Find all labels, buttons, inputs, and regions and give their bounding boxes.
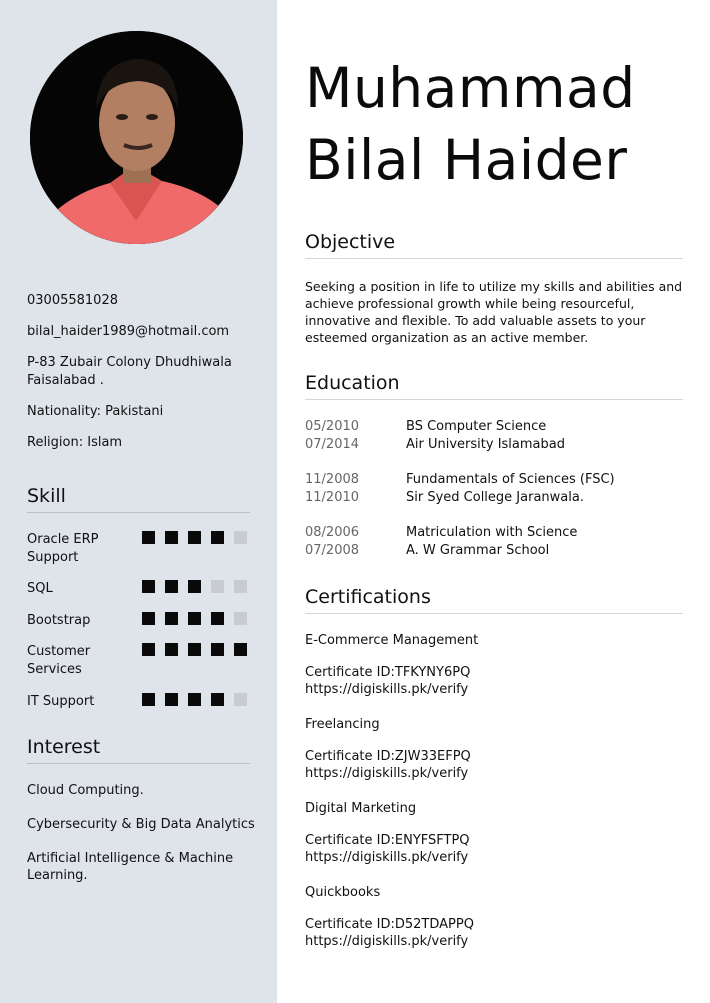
education-school: Sir Syed College Jaranwala. (406, 490, 584, 505)
skill-name: SQL (27, 581, 53, 596)
skill-item (27, 693, 257, 711)
education-end: 11/2010 (305, 490, 360, 505)
skill-level (142, 643, 247, 656)
skill-dot-filled (142, 693, 155, 706)
education-school: Air University Islamabad (406, 437, 565, 452)
skill-dot-empty (234, 580, 247, 593)
education-end: 07/2008 (305, 543, 360, 558)
certificate-url: https://digiskills.pk/verify (305, 766, 469, 781)
certificate-id: Certificate ID:D52TDAPPQ (305, 917, 474, 932)
certification-details (305, 832, 470, 866)
interest-heading: Interest (27, 736, 250, 764)
certificate-id: Certificate ID:ENYFSFTPQ (305, 833, 470, 848)
interest-item: Cloud Computing. (27, 783, 144, 798)
skill-name: Bootstrap (27, 613, 91, 628)
interest-item: Cybersecurity & Big Data Analytics (27, 817, 255, 832)
skill-dot-filled (188, 580, 201, 593)
education-school: A. W Grammar School (406, 543, 550, 558)
certification-title: Freelancing (305, 717, 380, 732)
address-line-2: Faisalabad . (27, 373, 104, 388)
skill-dot-filled (165, 612, 178, 625)
nationality: Nationality: Pakistani (27, 404, 164, 419)
certification-title: Quickbooks (305, 885, 381, 900)
certification-details (305, 664, 470, 698)
certification-details (305, 748, 471, 782)
skill-dot-empty (234, 612, 247, 625)
contact-info (27, 292, 257, 465)
full-name (305, 52, 636, 196)
skill-name: Customer Services (27, 644, 91, 677)
certificate-url: https://digiskills.pk/verify (305, 850, 469, 865)
skill-item (27, 643, 257, 679)
education-start: 08/2006 (305, 525, 360, 540)
skill-level (142, 580, 247, 593)
skill-dot-empty (211, 580, 224, 593)
skill-dot-filled (211, 643, 224, 656)
certificate-id: Certificate ID:ZJW33EFPQ (305, 749, 471, 764)
skill-dot-empty (234, 693, 247, 706)
skill-level (142, 612, 247, 625)
education-title: Matriculation with Science (406, 525, 578, 540)
certifications-heading: Certifications (305, 586, 683, 614)
certification-title: E-Commerce Management (305, 633, 479, 648)
skill-dot-filled (234, 643, 247, 656)
skill-dot-filled (188, 693, 201, 706)
education-end: 07/2014 (305, 437, 360, 452)
education-title: Fundamentals of Sciences (FSC) (406, 472, 615, 487)
skill-dot-filled (142, 643, 155, 656)
education-dates (305, 471, 395, 507)
certificate-url: https://digiskills.pk/verify (305, 682, 469, 697)
certificate-url: https://digiskills.pk/verify (305, 934, 469, 949)
email-address: bilal_haider1989@hotmail.com (27, 324, 230, 339)
skill-item (27, 580, 257, 598)
phone-number: 03005581028 (27, 293, 118, 308)
skill-level (142, 531, 247, 544)
skill-level (142, 693, 247, 706)
profile-photo-illustration (30, 31, 243, 244)
skill-dot-filled (188, 612, 201, 625)
profile-photo (30, 31, 243, 244)
education-start: 11/2008 (305, 472, 360, 487)
education-info (406, 471, 696, 507)
religion: Religion: Islam (27, 435, 123, 450)
interest-list (27, 782, 257, 901)
education-start: 05/2010 (305, 419, 360, 434)
skill-dot-filled (188, 643, 201, 656)
skill-dot-filled (165, 643, 178, 656)
main-content (277, 0, 710, 1003)
education-dates (305, 524, 395, 560)
certificate-id: Certificate ID:TFKYNY6PQ (305, 665, 471, 680)
skill-name: IT Support (27, 694, 95, 709)
skill-dot-filled (165, 531, 178, 544)
skill-dot-filled (142, 531, 155, 544)
skill-item (27, 612, 257, 630)
skill-heading: Skill (27, 485, 250, 513)
education-title: BS Computer Science (406, 419, 547, 434)
education-info (406, 524, 696, 560)
skill-dot-filled (142, 580, 155, 593)
address-line-1: P-83 Zubair Colony Dhudhiwala (27, 355, 232, 370)
certification-details (305, 916, 474, 950)
skill-dot-filled (211, 693, 224, 706)
skill-dot-filled (211, 612, 224, 625)
skill-name: Oracle ERP Support (27, 532, 99, 565)
address (27, 354, 257, 390)
name-line-2: Bilal Haider (305, 128, 628, 192)
education-heading: Education (305, 372, 683, 400)
skill-dot-filled (165, 580, 178, 593)
skill-dot-empty (234, 531, 247, 544)
name-line-1: Muhammad (305, 56, 636, 120)
skill-dot-filled (188, 531, 201, 544)
certification-title: Digital Marketing (305, 801, 417, 816)
skill-dot-filled (165, 693, 178, 706)
objective-heading: Objective (305, 231, 683, 259)
interest-item: Artificial Intelligence & Machine Learning. (27, 851, 234, 883)
objective-text: Seeking a position in life to utilize my skills and abilities and achieve professional growth while being resourceful, innovative and flexible. To add valuable assets to your esteemed organization as an active member. (305, 279, 683, 345)
education-dates (305, 418, 395, 454)
skill-dot-filled (142, 612, 155, 625)
education-info (406, 418, 696, 454)
sidebar (0, 0, 277, 1003)
skill-dot-filled (211, 531, 224, 544)
skill-item (27, 531, 257, 567)
